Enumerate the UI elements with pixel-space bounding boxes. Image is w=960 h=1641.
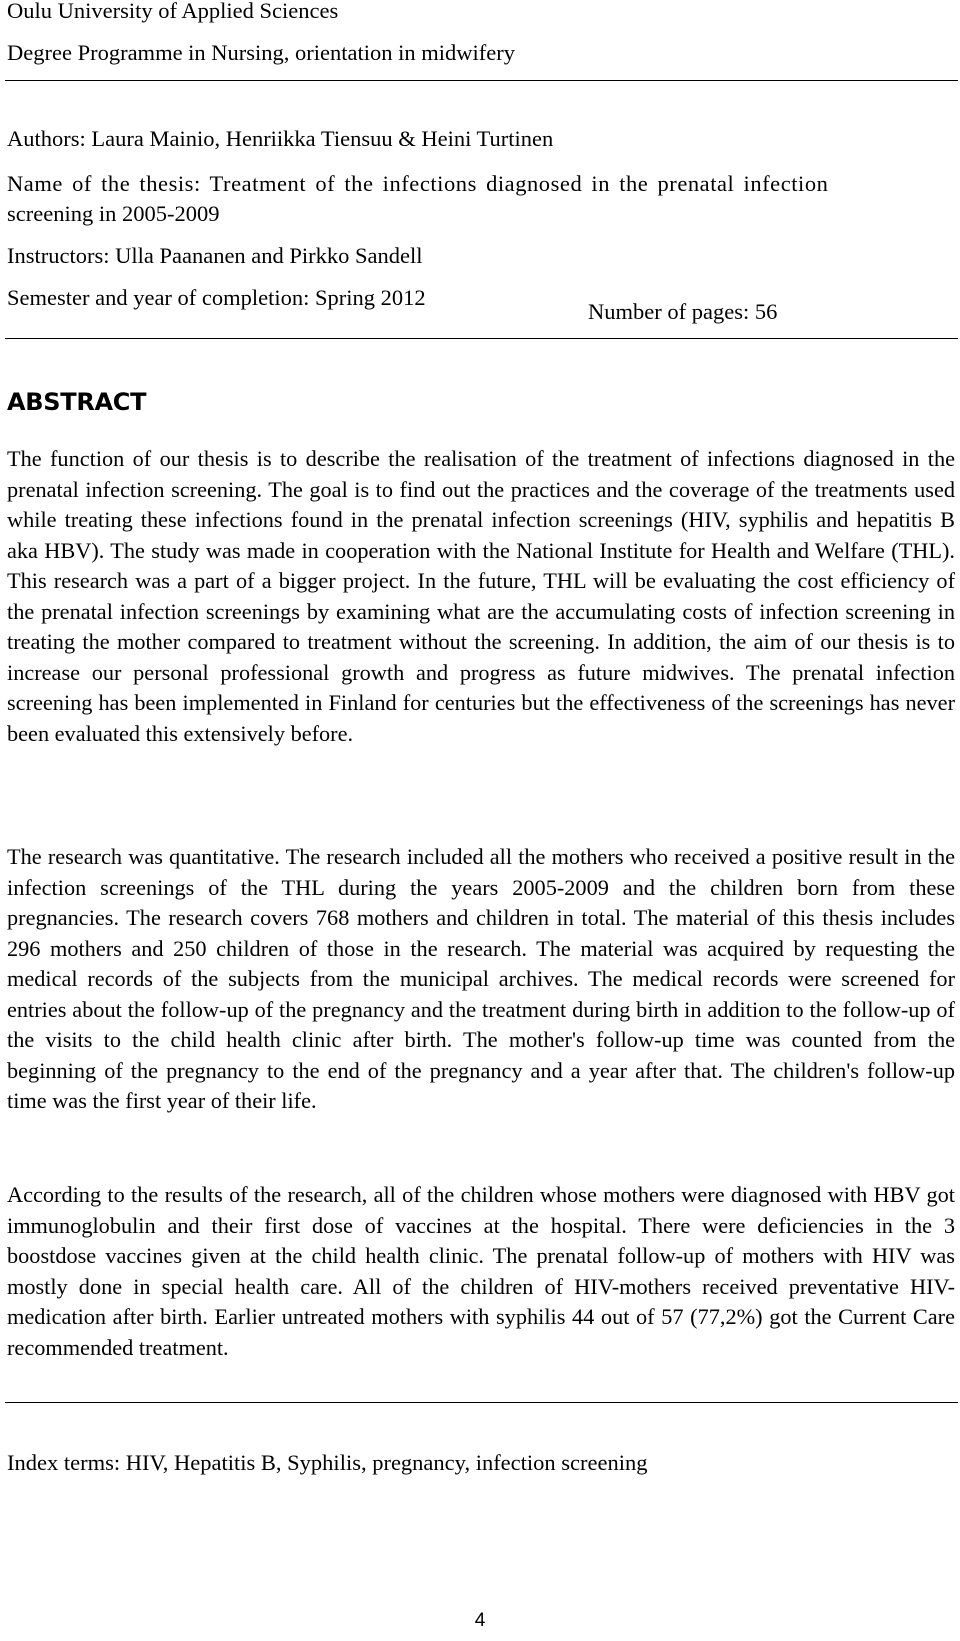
abstract-paragraph: According to the results of the research, all of the children whose mothers were diagnosed with HBV got immunoglobulin and their first dose of vaccines at the hospital. There were deficiencies in the 3 boostdose vaccines given at the child health clinic. The prenatal follow-up of mothers with HIV was mostly done in special health care. All of the children of HIV-mothers received preventative HIV-medication after birth. Earlier untreated mothers with syphilis 44 out of 57 (77,2%) got the Current Care recommended treatment. [7,1182,955,1360]
thesis-name-line-2: screening in 2005-2009 [7,201,220,226]
abstract-rule [5,1402,958,1403]
authors: Authors: Laura Mainio, Henriikka Tiensuu & Heini Turtinen [7,126,554,151]
abstract-heading: ABSTRACT [7,388,147,416]
instructors: Instructors: Ulla Paananen and Pirkko Sandell [7,243,423,268]
index-terms: Index terms: HIV, Hepatitis B, Syphilis, pregnancy, infection screening [7,1450,648,1475]
completion-semester: Semester and year of completion: Spring 2012 [7,285,426,310]
abstract-paragraph: The function of our thesis is to describe the realisation of the treatment of infections diagnosed in the prenatal infection screening. The goal is to find out the practices and the coverage of the treatments used while treating these infections found in the prenatal infection screenings (HIV, syphilis and hepatitis B aka HBV). The study was made in cooperation with the National Institute for Health and Welfare (THL). This research was a part of a bigger project. In the future, THL will be evaluating the cost efficiency of the prenatal infection screenings by examining what are the accumulating costs of infection screening in treating the mother compared to treatment without the screening. In addition, the aim of our thesis is to increase our personal professional growth and progress as future midwives. The prenatal infection screening has been implemented in Finland for centuries but the effectiveness of the screenings has never been evaluated this extensively before. [7,446,955,746]
thesis-name-line-1: Name of the thesis: Treatment of the infections diagnosed in the prenatal infection [7,171,829,196]
abstract-paragraph: The research was quantitative. The research included all the mothers who received a positive result in the infection screenings of the THL during the years 2005-2009 and the children born from these pregnancies. The research covers 768 mothers and children in total. The material of this thesis includes 296 mothers and 250 children of those in the research. The material was acquired by requesting the medical records of the subjects from the municipal archives. The medical records were screened for entries about the follow-up of the pregnancy and the treatment during birth in addition to the follow-up of the visits to the child health clinic after birth. The mother's follow-up time was counted from the beginning of the pregnancy to the end of the pregnancy and a year after that. The children's follow-up time was the first year of their life. [7,844,955,1114]
number-of-pages: Number of pages: 56 [588,299,778,324]
university-name: Oulu University of Applied Sciences [7,0,339,23]
degree-programme: Degree Programme in Nursing, orientation in midwifery [7,40,515,65]
header-rule [5,80,958,81]
page-number: 4 [474,1610,486,1631]
meta-rule [5,338,958,339]
